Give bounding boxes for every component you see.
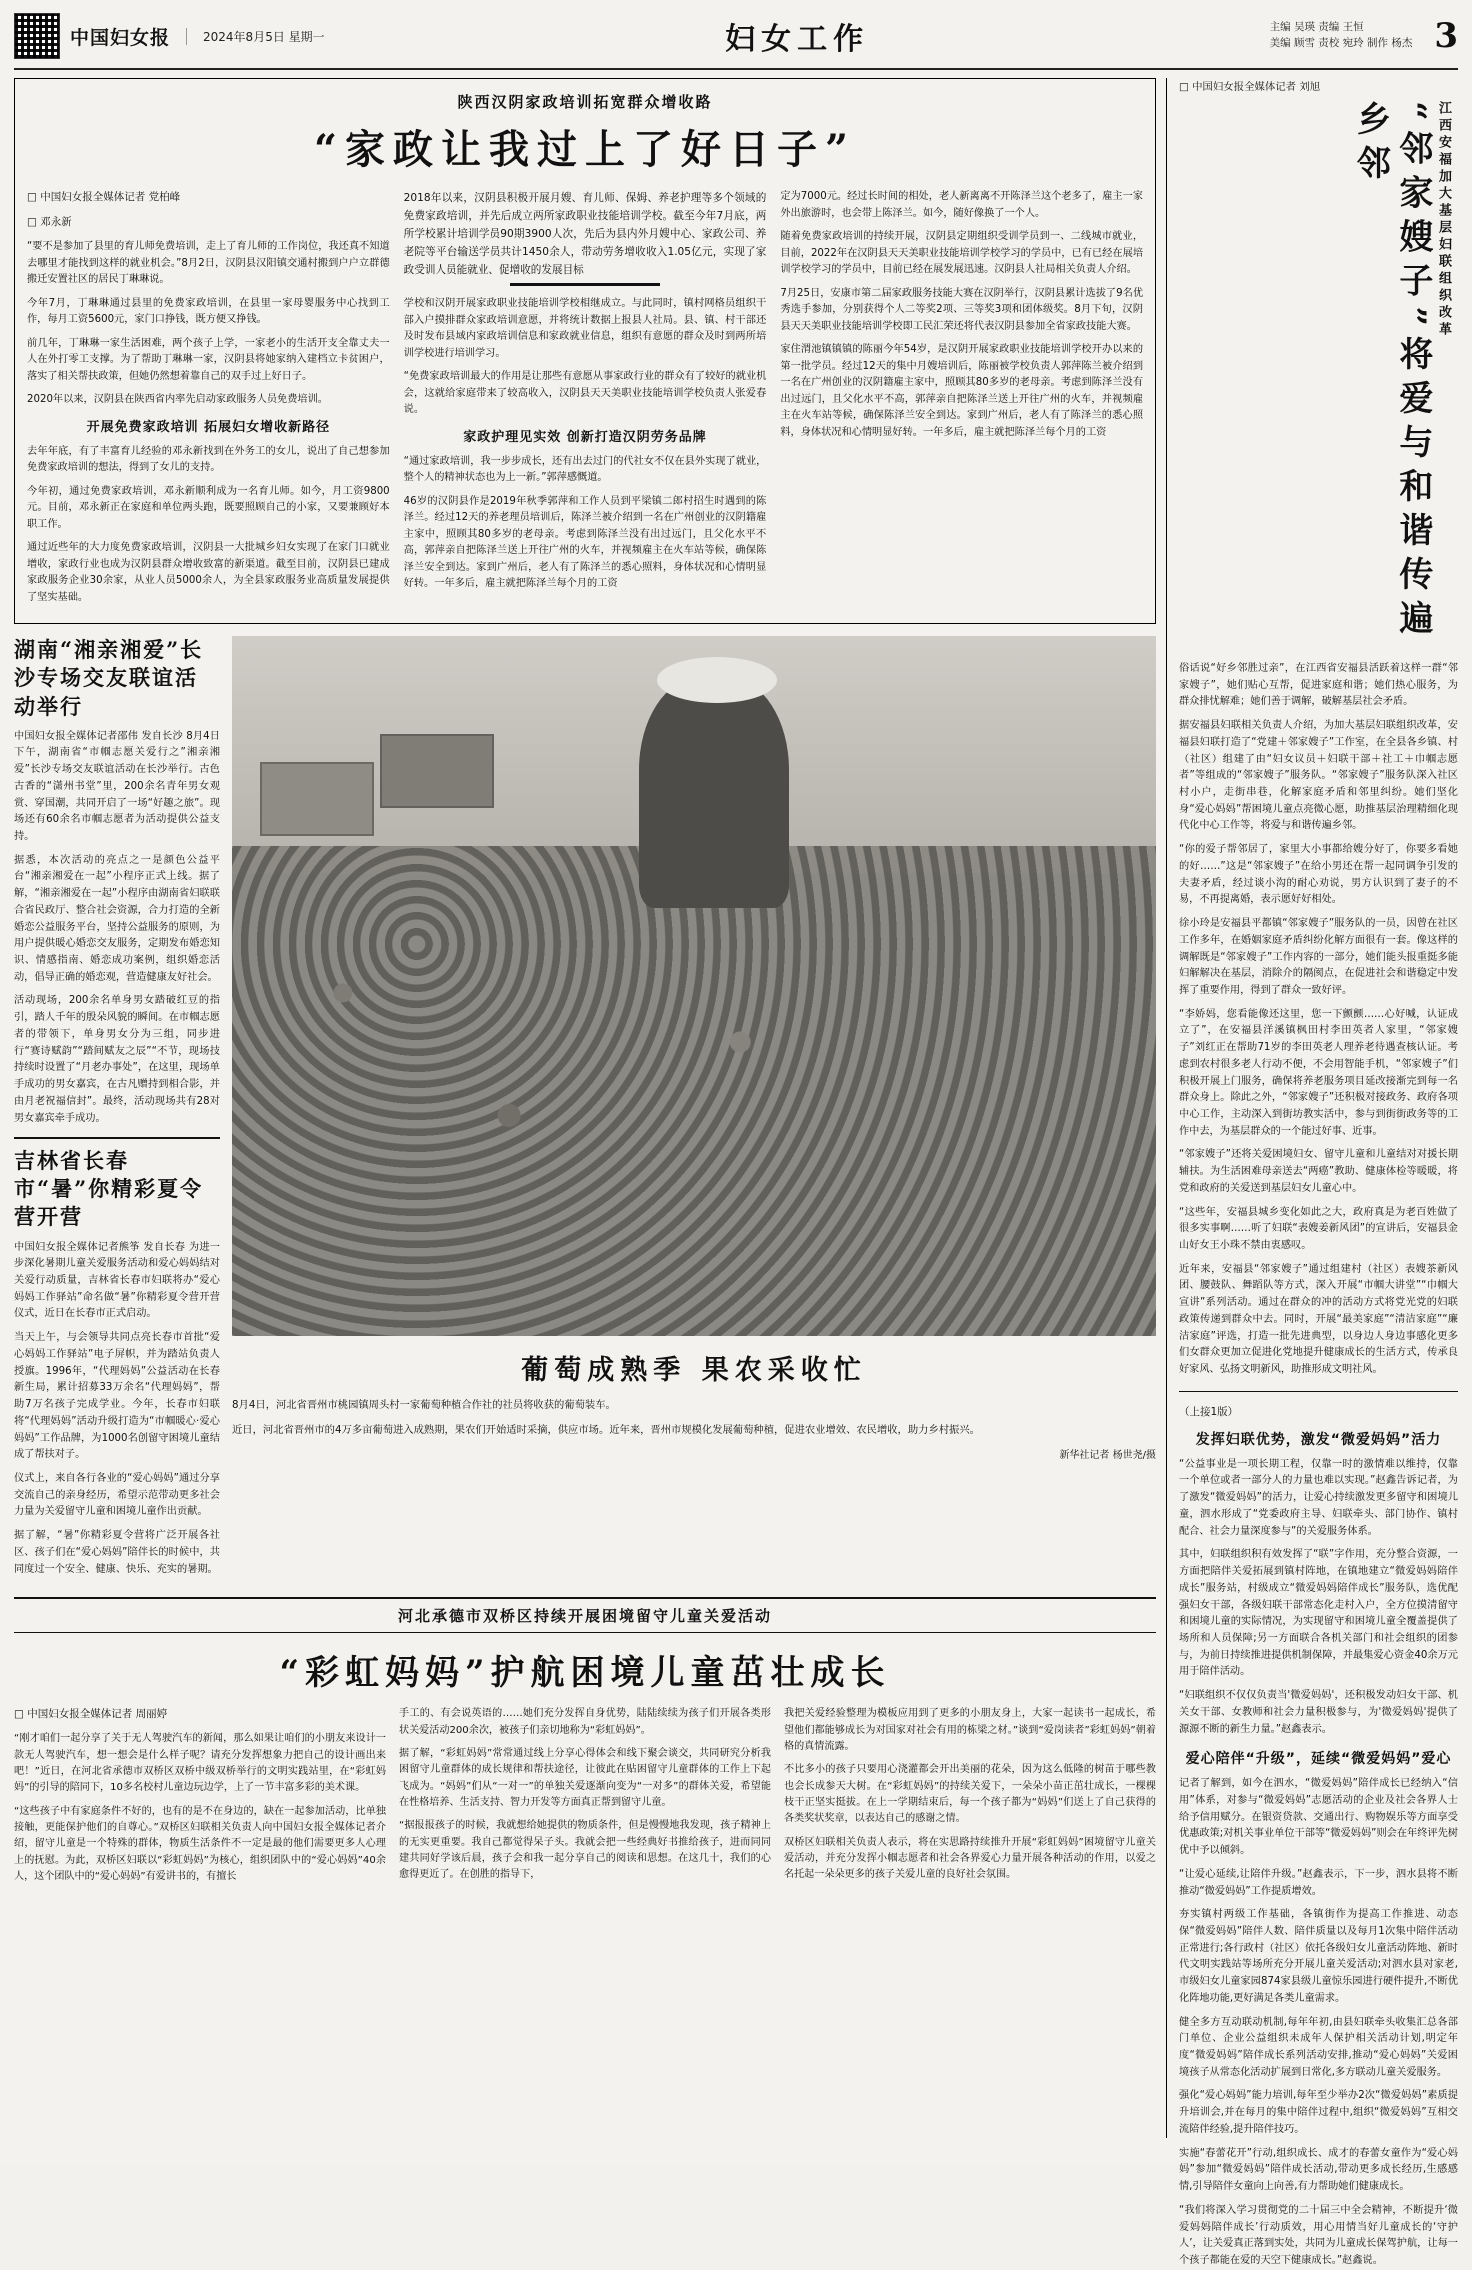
article-main-subhead-2: 家政护理见实效 创新打造汉阴劳务品牌 [463, 429, 707, 445]
photo-crate-1 [260, 762, 374, 836]
paragraph: 今年7月，丁琳琳通过县里的免费家政培训，在县里一家母婴服务中心找到工作，每月工资5600元，家门口挣钱，既方便又挣钱。 [27, 297, 390, 326]
right-vertical-kicker: 江西安福加大基层妇联组织改革 [1436, 101, 1451, 339]
paragraph: “通过家政培训，我一步步成长，还有出去过门的代社女不仅在县外实现了就业，整个人的精神状态也为上一新。”郭萍感慨道。 [403, 455, 767, 484]
paragraph: 俗话说“好乡邻胜过亲”，在江西省安福县活跃着这样一群“邻家嫂子”，她们贴心互帮，促进家庭和谐；她们热心服务，为群众排忧解难；她们善于调解，破解基层社会矛盾。 [1179, 663, 1458, 708]
article-bottom-headline: “彩虹妈妈”护航困境儿童茁壮成长 [279, 1653, 891, 1694]
paragraph: 仪式上，来自各行各业的“爱心妈妈”通过分享交流自己的亲身经历，希望示范带动更多社会力量为关爱留守儿童和困境儿童作出贡献。 [14, 1472, 220, 1518]
photo-caption-title: 葡萄成熟季 果农采收忙 [521, 1355, 867, 1387]
article-hunan-title: 湖南“湘亲湘爱”长沙专场交友联谊活动举行 [14, 637, 204, 719]
article-hunan-body [14, 729, 220, 1128]
paragraph: 2020年以来，汉阴县在陕西省内率先启动家政服务人员免费培训。 [27, 394, 328, 406]
article-jilin-title: 吉林省长春市“暑”你精彩夏令营开营 [14, 1148, 204, 1230]
editors-credits [1270, 20, 1413, 52]
right-vertical-headline: “邻家嫂子”将爱与和谐传遍乡邻 [1350, 101, 1433, 645]
photo-farmer [639, 678, 789, 908]
paragraph: “免费家政培训最大的作用是让那些有意愿从事家政行业的群众有了较好的就业机会，这就给家庭带来了较高收入，汉阴县天天美职业技能培训学校负责人张爱春说。 [403, 371, 767, 416]
paragraph: 双桥区妇联相关负责人表示，将在实思路持续推升开展“彩虹妈妈”困境留守儿童关爱活动，并充分发挥小帼志愿者和社会各界爱心力量开展各种活动的作用，以爱之名托起一朵朵更多的孩子关爱儿童的良好社会氛围。 [784, 1836, 1156, 1881]
paragraph: “让爱心延续,让陪伴升级。”赵鑫表示，下一步，泗水县将不断推动“微爱妈妈”工作提质增效。 [1179, 1868, 1458, 1897]
article-main-col-3 [780, 189, 1143, 613]
paragraph: 手工的、有会说英语的……她们充分发挥自身优势，陆陆续续为孩子们开展各类形状关爱活动200余次，被孩子们亲切地称为“彩虹妈妈”。 [399, 1708, 771, 1736]
page-body [14, 78, 1458, 2266]
paragraph: “李娇妈，您看能像还这里，您一下颤颤……心好喊，认证成立了”，在安福县洋溪镇枫田村李田英者人家里，“邻家嫂子”刘红正在帮助71岁的李田英老人理养老待遇查核认证。考虑到农村很多老人行动不便，不会用智能手机，“邻家嫂子”们积极开展上门服务，确保将养老服务项目延改接渐完到每一名群众身上。除此之外，“邻家嫂子”还积极对接政务、政府各项中心工作，主动深入到街坊教实活中，参与到街街政务等的工作中去，为基层群众的一个能过好事、近事。 [1179, 1008, 1458, 1137]
page-number: 3 [1434, 16, 1458, 56]
paragraph: 今年初，通过免费家政培训，邓永新顺利成为一名育儿师。如今，月工资9800元。目前，邓永新正在家庭和单位两头跑，既要照顾自己的小家，又要兼顾好本职工作。 [27, 485, 390, 530]
paragraph: 不比多小的孩子只要用心浇灌都会开出美丽的花朵，因为这么低隆的树苗于哪些教也会长成参天大树。在“彩虹妈妈”的持续关爱下，一朵朵小苗正茁壮成长，一棵棵枝干正坚实挺拔。在上一学期结束后，每一个孩子都为“妈妈”们送上了自己获得的各类奖状奖章，以表达自己的感谢之情。 [784, 1764, 1156, 1825]
paragraph: 徐小玲是安福县平都镇“邻家嫂子”服务队的一员，因曾在社区工作多年，在婚姻家庭矛盾纠纷化解方面很有一套。像这样的调解既是“邻家嫂子”工作内容的一部分，她们能头报重挺多能妇解解决在基层，消除介的隔阂点，在促进社会和谐稳定中发挥了重要作用，得到了群众一致好评。 [1179, 918, 1458, 996]
right-subhead-1: 发挥妇联优势，激发“微爱妈妈”活力 [1195, 1431, 1442, 1448]
photo-crate-2 [380, 734, 494, 808]
article-bottom-kicker: 河北承德市双桥区持续开展困境留守儿童关爱活动 [14, 1597, 1156, 1633]
article-main-subhead-1: 开展免费家政培训 拓展妇女增收新路径 [86, 419, 331, 435]
right-column [1166, 78, 1458, 2266]
paragraph: 我把关爱经验整理为模板应用到了更多的小朋友身上，大家一起读书一起成长，希望他们都能够成长为对国家对社会有用的栋梁之材。”谈到“爱岗读者”彩虹妈妈”朝着格的真情流露。 [784, 1708, 1156, 1752]
paper-name: 中国妇女报 [70, 26, 171, 49]
article-main-col-1 [27, 189, 390, 613]
paragraph: 夯实镇村两级工作基础，各镇街作为提高工作推进、动态保“微爱妈妈”陪伴人数、陪伴质量以及每月1次集中陪伴活动正常进行;各行政村（社区）依托各级妇女儿童活动阵地、新时代文明实践站等场所充分开展儿童关爱活动;对泗水县对家老,市级妇女儿童家园874家县级儿童惊乐园进行硬件提升,不断优化阵地功能,更好满足各类儿童需求。 [1179, 1909, 1458, 2004]
article-bottom-columns [14, 1706, 1156, 1892]
article-main-col-2 [404, 189, 767, 613]
paragraph: 据了解，“彩虹妈妈”常常通过线上分享心得体会和线下聚会谈交，共同研究分析我困留守儿童群体的成长规律和帮扶途径，让彼此在贴困留守儿童群体的工作上下起飞成为。“妈妈”们从“一对一”的单独关爱逐渐向变为“一对多”的群体关爱，希望能在性格培养、生活支持、智力开发等方面真正帮到留守儿童。 [399, 1747, 771, 1808]
paragraph: 随着免费家政培训的持续开展，汉阴县定期组织受训学员到一、二线城市就业，目前，2022年在汉阴县天天美职业技能培训学校学习的学员中，已有已经在展培训学校学习的学员中，目前已经在展发展迅速。汉阴县人社局相关负责人介绍。 [780, 231, 1144, 276]
photo-grapes [232, 846, 1156, 1336]
article-main [14, 78, 1156, 624]
paragraph: “据报报孩子的时候，我就想给她提供的物质条件，但是慢慢地我发现，孩子精神上的无实更重要。我自己都觉得呆子头。我就会把一些经典好书推给孩子，进而同同建共同好学该后晨，孩子会和我一起分享自己的阅读和思想。在这几十，我们的心愈得更近了。在创胜的指导下， [399, 1820, 771, 1881]
photo-caption-body [232, 1397, 1156, 1439]
paragraph: 近日，河北省晋州市的4万多亩葡萄进入成熟期，果农们开始适时采摘，供应市场。近年来，晋州市规模化发展葡萄种植，促进农业增效、农民增收，助力乡村振兴。 [232, 1423, 980, 1436]
section-title: 妇女工作 [725, 22, 870, 57]
article-bottom [14, 1597, 1156, 1892]
right-subhead-2: 爱心陪伴“升级”，延续“微爱妈妈”爱心 [1185, 1751, 1452, 1768]
paragraph: 据了解，“暑”你精彩夏令营将广泛开展各社区、孩子们在“爱心妈妈”陪伴长的时候中，共同度过一个安全、健康、快乐、充实的暑期。 [14, 1530, 220, 1575]
paragraph: “妇联组织不仅仅负责当'微爱妈妈'，还积极发动妇女干部、机关女干部、女教师和社会力量积极参与，为'微爱妈妈'提供了源源不断的新生力量。”赵鑫表示。 [1179, 1690, 1458, 1735]
masthead [14, 10, 1458, 70]
divider [14, 1137, 220, 1139]
article-main-lead: 2018年以来，汉阴县积极开展月嫂、育儿师、保姆、养老护理等多个领域的免费家政培训，并先后成立两所家政职业技能培训学校。截至今年7月底，两所学校累计培训学员90期3900人次，先后为县内外月嫂中心、家政公司、养老院等平台输送学员共计1450余人，带动劳务增收收入1.05亿元，实现了家政受训人员能就业、促增收的发展目标 [403, 192, 767, 276]
photo-grape-harvest [232, 636, 1156, 1336]
paragraph: 中国妇女报全媒体记者熊筝 发自长春 为进一步深化暑期儿童关爱服务活动和爱心妈妈结对关爱行动质量，吉林省长春市妇联将办“爱心妈妈工作驿站”命名做“暑”你精彩夏令营开营仪式，近日在长春市正式启动。 [14, 1241, 220, 1320]
editors-line-2: 美编 顾雪 责校 宛玲 制作 杨杰 [1269, 37, 1413, 49]
left-columns [14, 78, 1166, 2138]
paragraph: 当天上午，与会领导共同点亮长春市首批“爱心妈妈工作驿站”电子屏帜，并为踏站负责人授旗。1996年，“代理妈妈”公益活动在长春新生局，累计招募33万余名“代理妈妈”，帮助7万名孩子完成学业。今年，长春市妇联将“代理妈妈”活动升级打造为“市帼暖心·爱心妈妈”工作品牌，为1000名创留守困境儿童结成了帮扶对子。 [14, 1332, 220, 1461]
paragraph: “公益事业是一项长期工程，仅靠一时的激情难以维持，仅靠一个单位或者一部分人的力量也难以实现。”赵鑫告诉记者，为了激发“微爱妈妈”的活力，让爱心持续激发更多留守和困境儿童，泗水形成了“党委政府主导、妇联牵头、部门协作、镇村配合、社会力量深度参与”的关爱服务体系。 [1179, 1458, 1458, 1537]
article-main-headline: “家政让我过上了好日子” [313, 126, 856, 173]
paragraph: “这些孩子中有家庭条件不好的，也有的是不在身边的，缺在一起参加活动，比单独接触，更能保护他们的自尊心。”双桥区妇联相关负责人向中国妇女报全媒体记者介绍，留守儿童是一个特殊的群体，物质生活条件不一定是最的他们需要更多人心理上的抚慰。为此，双桥区妇联以“彩虹妈妈”为核心，组织团队中的“爱心妈妈”40余人，这个团队中的“爱心妈妈”有爱讲书的，有擅长 [14, 1805, 386, 1883]
paragraph: 实施“春蕾花开”行动,组织成长、成才的春蕾女童作为“爱心妈妈”参加“微爱妈妈”陪伴成长活动,带动更多成长经历,生感感情,引导陪伴女童向上向善,有力帮助她们健康成长。 [1179, 2147, 1458, 2193]
article-bottom-byline: □ 中国妇女报全媒体记者 周丽婷 [14, 1708, 168, 1721]
divider-rule [510, 283, 660, 286]
article-bottom-col-1 [14, 1706, 386, 1892]
paragraph: 家住渭池镇镇镇的陈丽今年54岁，是汉阴开展家政职业技能培训学校开办以来的第一批学员。经过12天的集中月嫂培训后，陈丽被学校负责人郭萍陈兰被介绍到一名在广州创业的汉阴籍雇主家中，照顾其80多岁的老母亲。考虑到陈泽兰没有出过远门，且父化水平不高，郭萍亲自把陈泽兰送上开往广州的火车，并视频雇主在火车站等候，确保陈泽兰安全到达。家到广州后，老人有了陈泽兰的悉心照料，身体状况和心情明显好转。一年多后，雇主就把陈泽兰每个月的工资 [780, 344, 1144, 438]
paragraph: 8月4日，河北省晋州市桃园镇周头村一家葡萄种植合作社的社员将收获的葡萄装车。 [232, 1399, 616, 1412]
editors-line-1: 主编 吴瑛 责编 王恒 [1269, 21, 1364, 34]
continuation-note: （上接1版） [1179, 1405, 1239, 1418]
photo-credit: 新华社记者 杨世尧/摄 [1059, 1450, 1156, 1462]
paragraph: 强化“爱心妈妈”能力培训,每年至少举办2次“微爱妈妈”素质提升培训会,并在每月的集中陪伴过程中,组织“微爱妈妈”互相交流陪伴经验,提升陪伴技巧。 [1179, 2090, 1458, 2135]
paragraph: 7月25日，安康市第二届家政服务技能大赛在汉阴举行，汉阴县累计选拔了9名优秀选手参加，分别获得个人二等奖2项、三等奖3项和团体级奖。8月下旬，汉阴县天天美职业技能培训学校即工民汇荣还将代表汉阴县参加全省家政技能大赛。 [780, 287, 1144, 332]
paragraph: 通过近些年的大力度免费家政培训，汉阴县一大批城乡妇女实现了在家门口就业增收，家政行业也成为汉阴县群众增收致富的新渠道。截至目前，汉阴县已建成家政服务企业30余家，从业人员5000余人，为全县家政服务业高质量发展提供了坚实基础。 [27, 542, 390, 603]
mid-section [14, 636, 1156, 1585]
article-bottom-col-3 [784, 1706, 1156, 1892]
paragraph: 学校和汉阴开展家政职业技能培训学校相继成立。与此同时，镇村网格员组织干部入户摸排群众家政培训意愿，并将统计数据上报县人社局。县、镇、村干部还及时发布县域内家政培训信息和家政就业信息，组织有意愿的群众及时到两所培训学校进行培训学习。 [403, 298, 767, 359]
article-main-kicker: 陕西汉阴家政培训拓宽群众增收路 [457, 93, 713, 111]
right-body [1179, 661, 1458, 1379]
article-jilin-body [14, 1240, 220, 1579]
paragraph: 健全多方互动联动机制,每年年初,由县妇联牵头收集汇总各部门单位、企业公益组织未成年人保护相关活动计划,明定年度“微爱妈妈”陪伴成长系列活动安排,推动“爱心妈妈”关爱困境孩子从常态化活动扩展到日常化,多方联动儿童关爱服务。 [1179, 2016, 1458, 2078]
paragraph: “我们将深入学习贯彻党的二十届三中全会精神，不断提升‘微爱妈妈陪伴成长’行动质效，用心用情当好儿童成长的‘守护人’，让关爱真正落到实处，共同为儿童成长保驾护航，让每一个孩子都能在爱的天空下健康成长。”赵鑫说。 [1179, 2204, 1458, 2266]
paragraph: “邻家嫂子”还将关爱困境妇女、留守儿童和儿童结对对援长期辅扶。为生活困难母亲送去“两癌”教助、健康体检等暖暖，将党和政府的关爱送到基层妇女儿童心中。 [1179, 1149, 1458, 1194]
paragraph: 据安福县妇联相关负责人介绍，为加大基层妇联组织改革，安福县妇联打造了“党建＋邻家嫂子”工作室，在全县各乡镇、村（社区）组建了由“妇女议员＋妇联干部＋社工＋巾帼志愿者”等组成的“邻家嫂子”服务队。“邻家嫂子”服务队深入社区村小户，走街串巷，化解家庭矛盾和邻里纠纷。她们坚化身“爱心妈妈”帮困境儿童点亮微心愿，助推基层治理精细化现代化中心工作等，将爱与和谐传遍乡邻。 [1179, 720, 1458, 832]
right-sub2-body [1179, 1776, 1458, 2269]
qr-code-icon [14, 13, 60, 59]
mid-right-column [232, 636, 1156, 1585]
article-main-byline-2: □ 邓永新 [27, 216, 72, 228]
paragraph: 近年来，安福县“邻家嫂子”通过组建村（社区）表嫂茶新风团、腰鼓队、舞蹈队等方式，深入开展“市帼大讲堂”“巾帼大宣讲”系列活动。通过在群众的冲的活动方式将党光党的妇联政策传递到群众中去。同时，开展“最美家庭”“清洁家庭”“廉洁家庭”评选，打造一批先进典型，以身边人身边事感化更多们女群众更加立促进化党地提升健康成长的生活方式，传承良好家风、弘扬文明新风，助推形成文明社风。 [1179, 1263, 1458, 1376]
paragraph: “刚才咱们一起分享了关于无人驾驶汽车的新闻，那么如果让咱们的小朋友来设计一款无人驾驶汽车，想一想会是什么样子呢？请充分发挥想象力把自己的设计画出来吧！”近日，在河北省承德市双桥区双桥中级双桥举行的文明实践站里，在“彩虹妈妈”的引导的陪同下，10多名校村儿童边玩边学，上了一节丰富多彩的美术课。 [14, 1733, 386, 1794]
right-divider [1179, 1391, 1458, 1392]
mid-left-column [14, 636, 220, 1585]
paragraph: 活动现场，200余名单身男女踏破红豆的指引，踏人千年的殷朵风貌的瞬间。在市帼志愿者的带领下，单身男女分为三组，同步进行“赛诗赋韵”“踏间赋友之辰”“不节，现场技持续时设置了“月老办事处”，在这里，现场单手成功的男女嘉宾，在古凡赠持到相合影，并由月老祝福信封”。最终，活动现场共有28对男女嘉宾牵手成功。 [14, 995, 220, 1124]
right-byline: □ 中国妇女报全媒体记者 刘旭 [1179, 81, 1321, 93]
paragraph: 46岁的汉阴县作是2019年秋季郭萍和工作人员到平梁镇二郎村招生时遇到的陈泽兰。经过12天的养老理员培训后，陈泽兰被介绍到一名在广州创业的汉阴籍雇主家中，照顾其80多岁的老母亲。考虑到陈泽兰没有出过远门，且父化水平不高，郭萍亲自把陈泽兰送上开往广州的火车，并视频雇主在火车站等候，确保陈泽兰安全到达。家到广州后，老人有了陈泽兰的悉心照料，身体状况和心情明显好转。一年多后，雇主就把陈泽兰每个月的工资 [403, 495, 767, 590]
right-sub1-body [1179, 1457, 1458, 1739]
paragraph: 其中，妇联组织积有效发挥了“联”字作用，充分整合资源，一方面把陪伴关爱拓展到镇村阵地，在镇地建立“微爱妈妈陪伴成长”服务站，村级成立“微爱妈妈陪伴成长”服务队，选优配强妇女干部，各级妇联干部常态化走村入户，全方位摸清留守和困境儿童的实际情况，为实现留守和困境儿童全覆盖提供了场所和人员保障;另一方面联合各机关部门和社会组织的团参与，为前日持续推进提供机制保障，并最集爱心资金40余万元用于陪伴活动。 [1179, 1549, 1458, 1678]
right-vertical-headline-wrap [1179, 101, 1458, 661]
paragraph: 前几年，丁琳琳一家生活困难，两个孩子上学，一家老小的生活开支全靠丈夫一人在外打零工支撑。为了帮助丁琳琳一家，汉阴县将她家纳入建档立卡贫困户，落实了相关帮扶政策，但她仍然想着靠自己的双手过上好日子。 [27, 337, 390, 382]
publication-date: 2024年8月5日 星期一 [186, 28, 325, 45]
paragraph: 去年年底，有了丰富育儿经验的邓永新找到在外务工的女儿，说出了自己想参加免费家政培训的想法，得到了女儿的支持。 [27, 445, 390, 474]
article-main-columns [27, 189, 1143, 613]
paragraph: “这些年，安福县城乡变化如此之大，政府真是为老百姓做了很多实事啊……听了妇联“表嫂姜新风团”的宣讲后，安福县金山好女王小珠不禁由衷感叹。 [1179, 1206, 1458, 1251]
paragraph: 记者了解到，如今在泗水，“微爱妈妈”陪伴成长已经纳入“信用”体系，对参与“微爱妈妈”志愿活动的企业及社会各界人士给予信用赋分。在银资贷款、交通出行、购物娱乐等方面享受优惠政策;对机关事业单位干部等“微爱妈妈”则会在年终评先树优中予以倾斜。 [1179, 1778, 1458, 1857]
paragraph: “要不是参加了县里的育儿师免费培训，走上了育儿师的工作岗位，我还真不知道去哪里才能找到这样的就业机会。”8月2日，汉阴县汉阳镇交通村搬到户户立群德搬迁安置社区的居民丁琳琳说。 [27, 241, 390, 286]
article-main-byline-1: □ 中国妇女报全媒体记者 党柏峰 [27, 191, 181, 203]
paragraph: 据悉，本次活动的亮点之一是颜色公益平台“湘亲湘爱在一起”小程序正式上线。据了解，“湘亲湘爱在一起”小程序由湖南省妇联联合省民政厅、整合社会资源，合力打造的全新婚恋公益服务平台，坚持公益服务的原则，为用户提供暖心婚恋交友服务，定期发布婚恋知识、情感指南、婚恋成功案例，组织婚恋活动，倡导正确的婚恋观，营造健康友好社会。 [14, 854, 220, 983]
article-bottom-col-2 [399, 1706, 771, 1892]
paragraph: “你的爱子帮邻居了，家里大小事都给嫂分好了，你要多看她的好……”这是“邻家嫂子”在给小男还在帮一起同调争引发的夫妻矛盾，经过谈小沟的耐心劝说，男方认识到了妻子的不易，不再提离婚，表示愿好好相处。 [1179, 844, 1458, 906]
paragraph: 中国妇女报全媒体记者邵伟 发自长沙 8月4日下午，湖南省“市帼志愿关爱行之”湘亲湘爱”长沙专场交友联谊活动在长沙举行。古色古香的“潇州书堂”里，200余名青年男女观赏、穿国潮，共同开启了一场“好趣之旅”。现场还有60余名市帼志愿者为活动提供公益支持。 [14, 730, 220, 843]
paragraph: 定为7000元。经过长时间的相处，老人新离离不开陈泽兰这个老多了，雇主一家外出旅游时，也会带上陈泽兰。如今，随好像换了一个人。 [780, 191, 1144, 219]
